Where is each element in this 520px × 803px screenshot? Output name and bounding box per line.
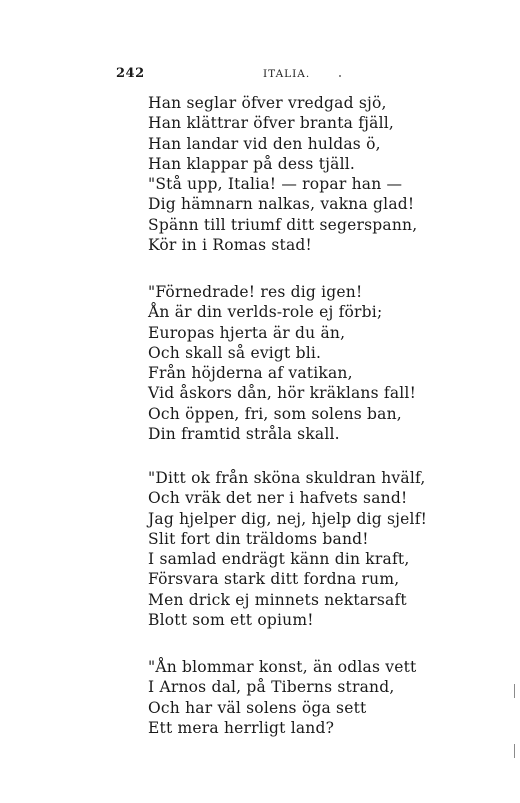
page-edge-mark bbox=[514, 684, 515, 698]
page-number: 242 bbox=[116, 66, 145, 81]
verse-line: Men drick ej minnets nektarsaft bbox=[148, 590, 407, 609]
verse-line: Kör in i Romas stad! bbox=[148, 236, 312, 255]
verse-line: Dig hämnarn nalkas, vakna glad! bbox=[148, 195, 415, 214]
verse-line: Från höjderna af vatikan, bbox=[148, 364, 353, 383]
page-edge-mark bbox=[514, 744, 515, 758]
verse-line: "Förnedrade! res dig igen! bbox=[148, 283, 363, 301]
verse-line: Vid åskors dån, hör kräklans fall! bbox=[148, 384, 417, 403]
verse-line: Han seglar öfver vredgad sjö, bbox=[148, 94, 387, 112]
verse-line: Han klättrar öfver branta fjäll, bbox=[148, 114, 395, 133]
verse-line: Försvara stark ditt fordna rum, bbox=[148, 570, 400, 589]
verse-line: Och öppen, fri, som solens ban, bbox=[148, 404, 402, 423]
verse-line: "Stå upp, Italia! — ropar han — bbox=[148, 175, 403, 194]
verse-line: Slit fort din träldoms band! bbox=[148, 529, 369, 548]
running-title: ITALIA. bbox=[263, 68, 311, 80]
verse-line: Och har väl solens öga sett bbox=[148, 698, 367, 717]
verse-line: "Ditt ok från sköna skuldran hvälf, bbox=[148, 469, 426, 487]
verse-line: I Arnos dal, på Tiberns strand, bbox=[148, 678, 395, 697]
verse-line: Spänn till triumf ditt segerspann, bbox=[148, 215, 418, 234]
stanza-3 bbox=[148, 468, 427, 630]
verse-line: Din framtid stråla skall. bbox=[148, 425, 340, 444]
verse-line: Och skall så evigt bli. bbox=[148, 343, 322, 362]
verse-line: Och vräk det ner i hafvets sand! bbox=[148, 489, 408, 508]
verse-line: Ån är din verlds-role ej förbi; bbox=[148, 303, 383, 322]
stanza-4 bbox=[148, 657, 416, 738]
verse-line: Ett mera herrligt land? bbox=[148, 718, 335, 737]
stanza-1 bbox=[148, 93, 417, 255]
verse-line: Han landar vid den huldas ö, bbox=[148, 134, 381, 153]
verse-line: I samlad endrägt känn din kraft, bbox=[148, 550, 410, 569]
verse-line: "Ån blommar konst, än odlas vett bbox=[148, 658, 417, 676]
stanza-2 bbox=[148, 282, 416, 444]
verse-line: Blott som ett opium! bbox=[148, 611, 314, 630]
verse-line: Jag hjelper dig, nej, hjelp dig sjelf! bbox=[148, 509, 428, 528]
verse-line: Han klappar på dess tjäll. bbox=[148, 154, 356, 173]
verse-line: Europas hjerta är du än, bbox=[148, 323, 346, 342]
page-speck bbox=[339, 75, 341, 77]
